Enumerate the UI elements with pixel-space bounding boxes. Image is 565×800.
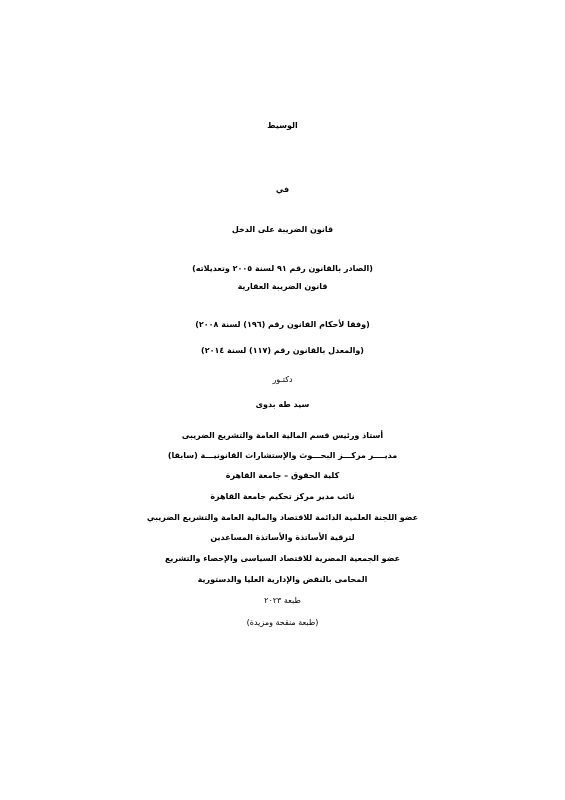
- edition-year: طبعة ٢٠٢٣: [264, 596, 301, 605]
- subject-property-tax-note-1: (وفقا لأحكام القانون رقم (١٩٦) لسنة ٢٠٠٨): [195, 320, 370, 329]
- author-title-label: دكتـور: [272, 375, 293, 384]
- author-affiliation: لترقية الأساتذة والأساتذة المساعدين: [210, 533, 355, 542]
- author-affiliation: مديــــر مركـــز البحـــوث والإستشارات القانونيـــة (سابقا): [167, 451, 398, 460]
- author-affiliation: عضو اللجنة العلمية الدائمة للاقتصاد والمالية العامة والتشريع الضريبي: [146, 513, 419, 522]
- author-affiliation: عضو الجمعية المصرية للاقتصاد السياسى والإحصاء والتشريع: [164, 554, 401, 563]
- subject-property-tax: قانون الضريبة العقارية: [237, 282, 328, 291]
- author-name: سيد طه بدوى: [255, 400, 310, 409]
- book-title: الوسيط: [267, 121, 298, 130]
- subject-property-tax-note-2: (والمعدل بالقانون رقم (١١٧) لسنة ٢٠١٤): [201, 346, 364, 355]
- author-affiliation: أستاذ ورئيس قسم المالية العامة والتشريع الضريبى: [181, 431, 384, 440]
- subject-income-tax: قانون الضريبة على الدخل: [231, 225, 334, 234]
- author-affiliation: المحامى بالنقض والإدارية العليا والدستورية: [197, 575, 368, 584]
- author-affiliation: نائب مدير مركز تحكيم جامعة القاهرة: [210, 492, 355, 501]
- title-preposition: في: [275, 185, 290, 194]
- subject-income-tax-note: (الصادر بالقانون رقم ٩١ لسنة ٢٠٠٥ وتعديلاته): [192, 264, 373, 273]
- author-affiliation: كلية الحقوق – جامعة القاهرة: [225, 471, 340, 480]
- edition-note: (طبعة منقحة ومزيدة): [246, 618, 319, 627]
